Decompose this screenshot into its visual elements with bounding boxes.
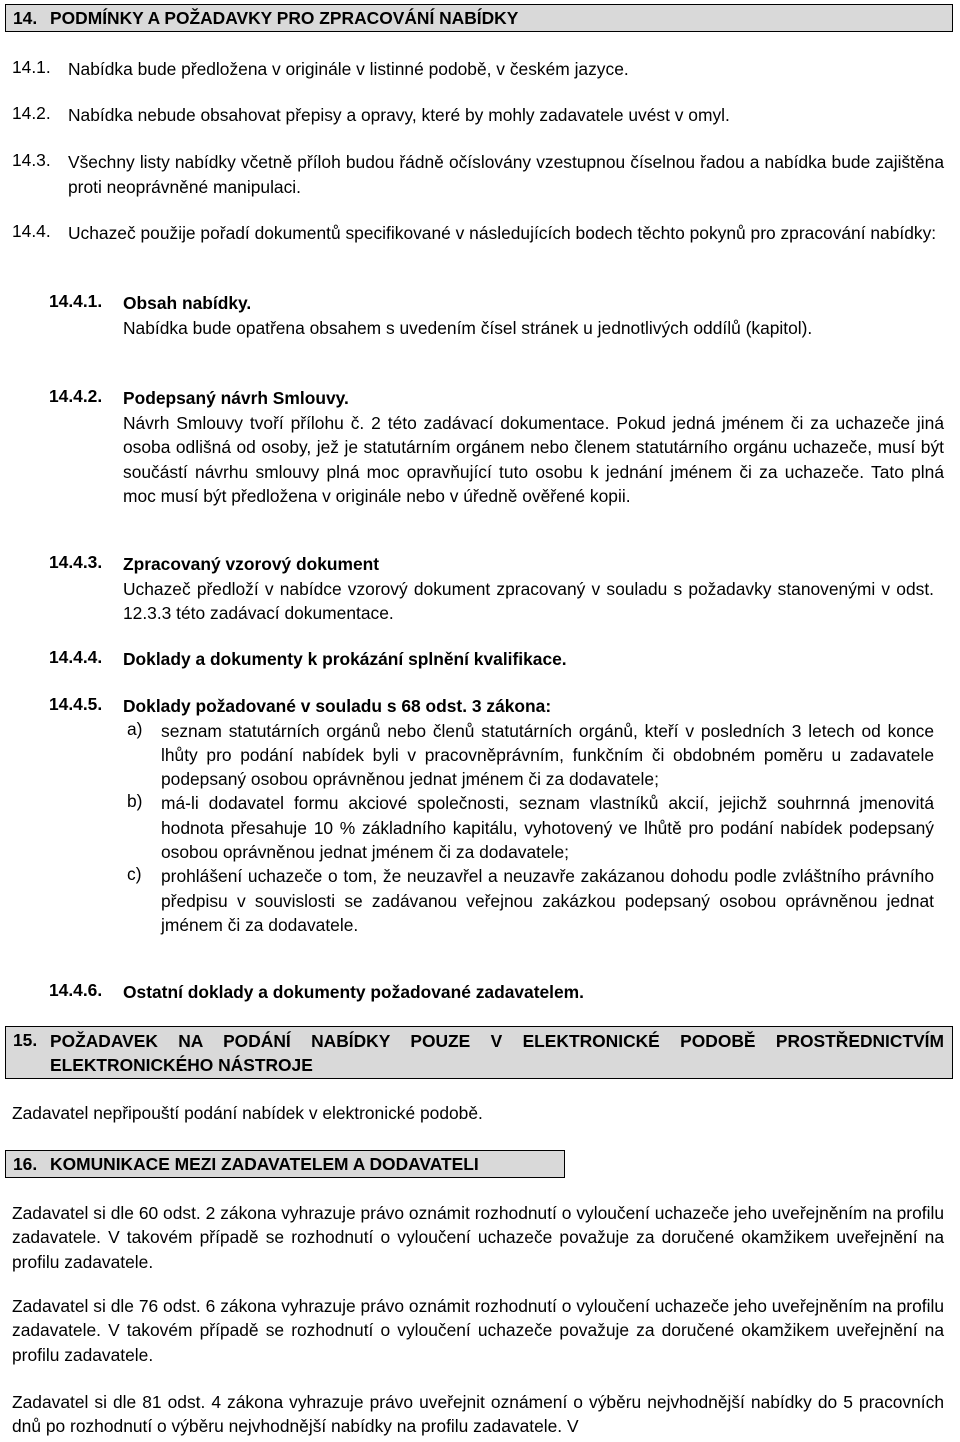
subitem-body: Uchazeč předloží v nabídce vzorový dokument zpracovaný v souladu s požadavky stanovenými v odst. 12.3.3 této zadávací dokumentace. — [123, 578, 934, 623]
subitem-number: 14.4.2. — [49, 386, 103, 406]
section-15-heading — [5, 1026, 953, 1079]
list-item — [127, 864, 934, 937]
section-16-heading — [5, 1150, 565, 1178]
subitem-14-4-3 — [49, 552, 934, 626]
subitem-title: Ostatní doklady a dokumenty požadované zadavatelem. — [123, 982, 584, 1002]
subitem-14-4-1 — [49, 291, 934, 340]
list-item-label: a) — [127, 718, 143, 739]
subitem-number: 14.4.5. — [49, 694, 103, 714]
list-item-text: prohlášení uchazeče o tom, že neuzavřel a neuzavře zakázanou dohodu podle zvláštního právního předpisu v souvislosti se zadávanou veřejnou zakázkou podepsaný osobou oprávněnou jednat jménem či za dodavatele. — [161, 866, 934, 935]
item-number: 14.1. — [12, 57, 51, 77]
subitem-number: 14.4.4. — [49, 647, 103, 667]
list-item-text: má-li dodavatel formu akciové společnosti, seznam vlastníků akcií, jejichž souhrnná jmenovitá hodnota přesahuje 10 % základního kapitálu, vyhotovený ve lhůtě pro podání nabídek podepsaný osobou oprávněnou jednat jménem či za dodavatele; — [161, 793, 934, 862]
item-text: Nabídka bude předložena v originále v listinné podobě, v českém jazyce. — [68, 59, 629, 79]
item-number: 14.2. — [12, 103, 51, 123]
subitem-number: 14.4.3. — [49, 552, 103, 572]
item-14-2 — [12, 103, 944, 128]
list-item-label: c) — [127, 864, 142, 885]
subitem-title: Zpracovaný vzorový dokument — [123, 554, 380, 574]
subitem-14-4-4 — [49, 647, 934, 672]
item-text: Nabídka nebude obsahovat přepisy a opravy, které by mohly zadavatele uvést v omyl. — [68, 105, 730, 125]
section-16-paragraph-3: Zadavatel si dle 81 odst. 4 zákona vyhrazuje právo uveřejnit oznámení o výběru nejvhodnější nabídky do 5 pracovních dnů po rozhodnutí o výběru nejvhodnější nabídky na profilu zadavatele. V — [12, 1392, 944, 1437]
list-item-label: b) — [127, 791, 143, 812]
subitem-number: 14.4.1. — [49, 291, 103, 311]
subitem-title: Doklady požadované v souladu s 68 odst. 3 zákona: — [123, 696, 552, 716]
subitem-14-4-6 — [49, 980, 934, 1005]
subitem-title: Obsah nabídky. — [123, 293, 252, 313]
subitem-14-4-2 — [49, 386, 944, 509]
list-item-text: seznam statutárních orgánů nebo členů statutárních orgánů, kteří v posledních 3 letech od konce lhůty pro podání nabídek byli v pracovněprávním, funkčním či obdobném poměru u zadavatele podepsaný osobou oprávněnou jednat jménem či za dodavatele; — [161, 720, 934, 790]
requirement-list — [127, 719, 934, 938]
item-14-4 — [12, 221, 944, 246]
item-number: 14.3. — [12, 150, 51, 170]
item-text: Všechny listy nabídky včetně příloh budou řádně očíslovány vzestupnou číselnou řadou a nabídka bude zajištěna proti neoprávněné manipulaci. — [68, 152, 944, 197]
subitem-body: Návrh Smlouvy tvoří přílohu č. 2 této zadávací dokumentace. Pokud jedná jménem či za uchazeče jiná osoba odlišná od osoby, jež je statutárním orgánem nebo členem statutárního orgánu uchazeče, musí být součástí návrhu smlouvy plná moc opravňující tuto osobu k jednání jménem či za uchazeče. Tato plná moc musí být předložena v originále nebo v úředně ověřené kopii. — [123, 412, 944, 506]
item-number: 14.4. — [12, 221, 51, 241]
subitem-title: Doklady a dokumenty k prokázání splnění kvalifikace. — [123, 649, 567, 669]
list-item — [127, 791, 934, 864]
section-title: POŽADAVEK NA PODÁNÍ NABÍDKY POUZE V ELEKTRONICKÉ PODOBĚ PROSTŘEDNICTVÍM ELEKTRONICKÉHO NÁSTROJE — [50, 1031, 944, 1075]
section-16-paragraph-1: Zadavatel si dle 60 odst. 2 zákona vyhrazuje právo oznámit rozhodnutí o vyloučení uchazeče jeho uveřejněním na profilu zadavatele. V takovém případě se rozhodnutí o vyloučení uchazeče považuje za doručené okamžikem uveřejnění na profilu zadavatele. — [12, 1203, 944, 1272]
subitem-body: Nabídka bude opatřena obsahem s uvedením čísel stránek u jednotlivých oddílů (kapitol). — [123, 317, 813, 338]
section-number: 16. — [13, 1154, 38, 1174]
subitem-number: 14.4.6. — [49, 980, 103, 1000]
subitem-title: Podepsaný návrh Smlouvy. — [123, 388, 349, 408]
item-14-1 — [12, 57, 944, 82]
subitem-14-4-5 — [49, 694, 934, 937]
section-number: 15. — [13, 1030, 38, 1050]
section-16-paragraph-2: Zadavatel si dle 76 odst. 6 zákona vyhrazuje právo oznámit rozhodnutí o vyloučení uchazeče jeho uveřejněním na profilu zadavatele. V takovém případě se rozhodnutí o vyloučení uchazeče považuje za doručené okamžikem uveřejnění na profilu zadavatele. — [12, 1296, 944, 1365]
item-14-3 — [12, 150, 944, 199]
item-text: Uchazeč použije pořadí dokumentů specifikované v následujících bodech těchto pokynů pro zpracování nabídky: — [68, 223, 937, 243]
list-item — [127, 719, 934, 792]
section-number: 14. — [13, 8, 38, 28]
section-title: KOMUNIKACE MEZI ZADAVATELEM A DODAVATELI — [50, 1154, 479, 1174]
section-14-heading — [5, 4, 953, 32]
section-title: PODMÍNKY A POŽADAVKY PRO ZPRACOVÁNÍ NABÍDKY — [50, 8, 519, 28]
section-15-body: Zadavatel nepřipouští podání nabídek v elektronické podobě. — [12, 1103, 483, 1123]
